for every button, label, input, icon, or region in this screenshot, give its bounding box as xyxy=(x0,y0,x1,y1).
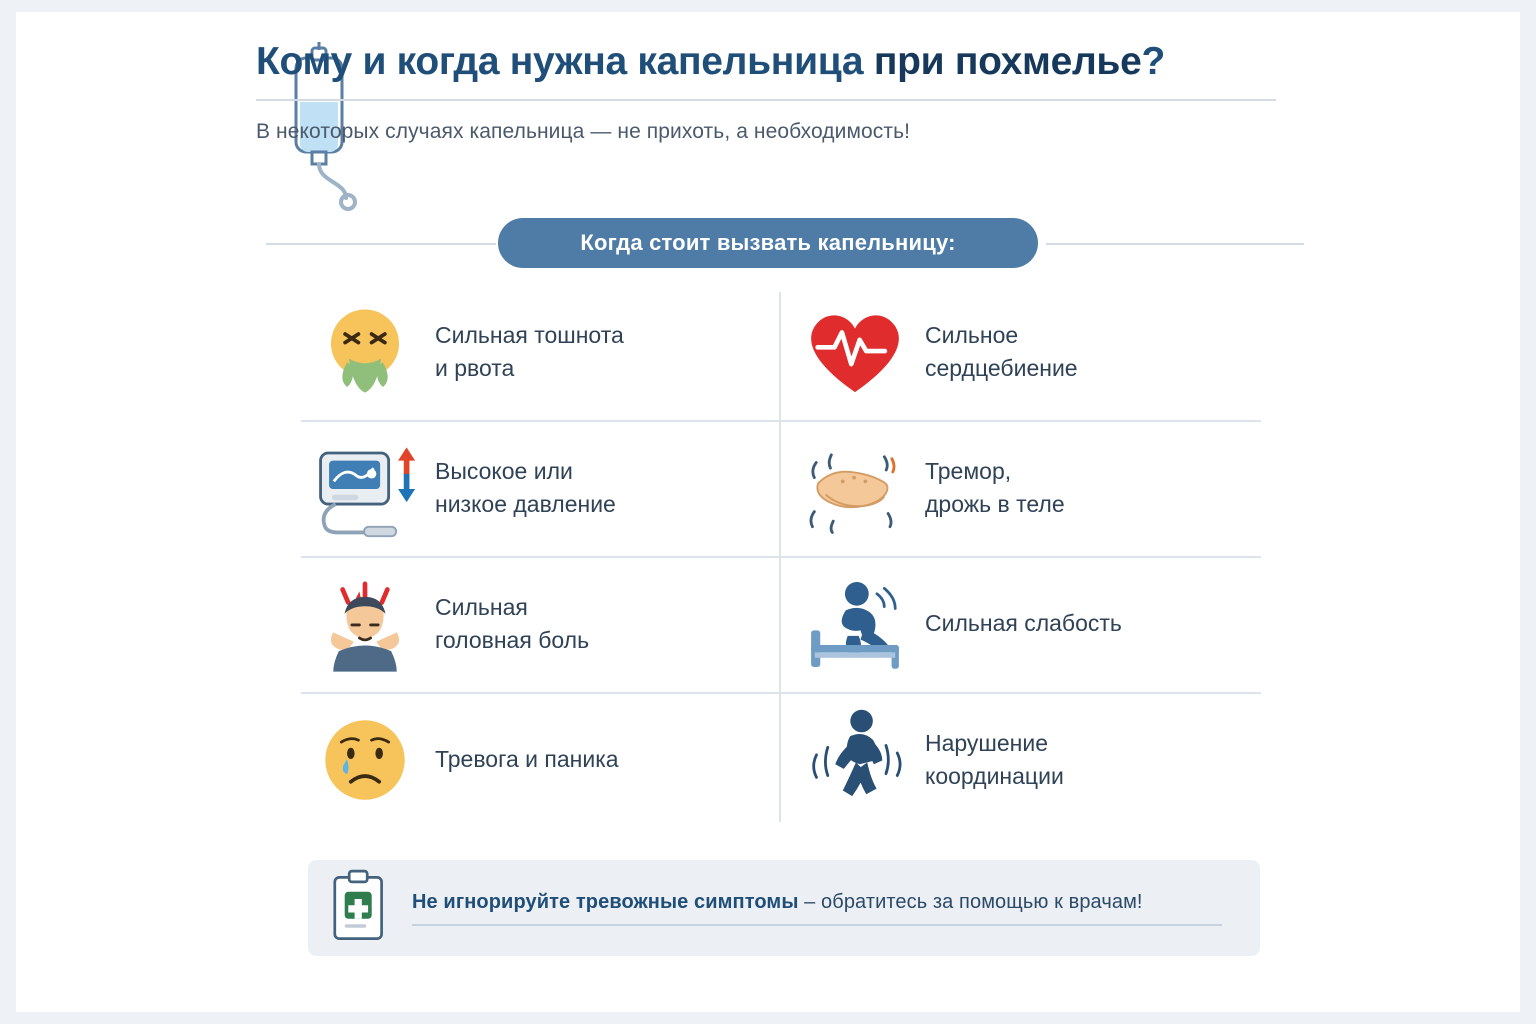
symptom-label xyxy=(919,727,1064,794)
page-title xyxy=(256,40,1276,85)
banner-line-left xyxy=(266,243,496,245)
title-question-mark: ? xyxy=(1141,40,1166,83)
banner-line-right xyxy=(1046,243,1304,245)
footer-message xyxy=(412,891,1222,914)
symptom-label xyxy=(919,607,1122,640)
footer-message-bold: Не игнорируйте тревожные симптомы xyxy=(412,890,799,913)
title-divider xyxy=(256,99,1276,101)
symptom-item xyxy=(301,284,771,420)
symptom-line-2: дрожь в теле xyxy=(925,491,1065,517)
symptom-line-1: Сильное xyxy=(925,321,1019,348)
symptom-line-1: Сильная тошнота xyxy=(435,321,624,348)
footer-text-wrap xyxy=(412,891,1240,926)
title-part-2: при похмелье xyxy=(873,40,1142,83)
symptom-item xyxy=(301,420,771,556)
symptom-line-2: и рвота xyxy=(435,355,515,381)
symptom-label xyxy=(429,591,589,658)
symptom-label xyxy=(919,455,1065,522)
symptom-line-2: головная боль xyxy=(435,627,590,653)
worried-face-icon xyxy=(301,701,429,819)
symptom-label xyxy=(919,319,1078,386)
symptom-line-1: Тревога и паника xyxy=(435,746,619,773)
footer-message-rest: – обратитесь за помощью к врачам! xyxy=(798,890,1143,913)
medical-clipboard-icon xyxy=(308,860,412,956)
symptom-item xyxy=(791,556,1261,692)
symptom-item xyxy=(301,692,771,828)
weak-person-on-bed-icon xyxy=(791,565,919,683)
symptom-line-1: Тремор, xyxy=(925,457,1012,484)
symptom-label xyxy=(429,455,616,522)
symptom-line-1: Сильная xyxy=(435,593,528,620)
headache-person-icon xyxy=(301,565,429,683)
title-part-1: Кому и когда нужна капельница xyxy=(256,40,874,83)
trembling-hands-icon xyxy=(791,429,919,547)
symptom-line-1: Сильная слабость xyxy=(925,610,1122,637)
symptom-line-2: координации xyxy=(925,763,1064,789)
unsteady-walking-person-icon xyxy=(791,701,919,819)
footer-divider xyxy=(412,924,1222,926)
infographic-poster xyxy=(16,12,1520,1012)
header xyxy=(256,40,1276,144)
blood-pressure-monitor-icon xyxy=(301,429,429,547)
symptom-line-2: сердцебиение xyxy=(925,355,1078,381)
footer-callout xyxy=(308,860,1260,956)
symptom-item xyxy=(791,420,1261,556)
banner-pill: Когда стоит вызвать капельницу: xyxy=(498,218,1038,268)
symptom-line-2: низкое давление xyxy=(435,491,616,517)
symptom-item xyxy=(301,556,771,692)
symptom-item xyxy=(791,284,1261,420)
symptom-label xyxy=(429,319,624,386)
subtitle: В некоторых случаях капельница — не прихоть, а необходимость! xyxy=(256,119,911,143)
symptom-line-1: Нарушение xyxy=(925,729,1049,756)
vomiting-face-icon xyxy=(301,293,429,411)
heart-pulse-icon xyxy=(791,293,919,411)
symptoms-grid xyxy=(301,284,1261,829)
symptom-item xyxy=(791,692,1261,828)
symptom-label xyxy=(429,743,619,776)
banner-row xyxy=(266,218,1516,268)
symptom-line-1: Высокое или xyxy=(435,457,573,484)
